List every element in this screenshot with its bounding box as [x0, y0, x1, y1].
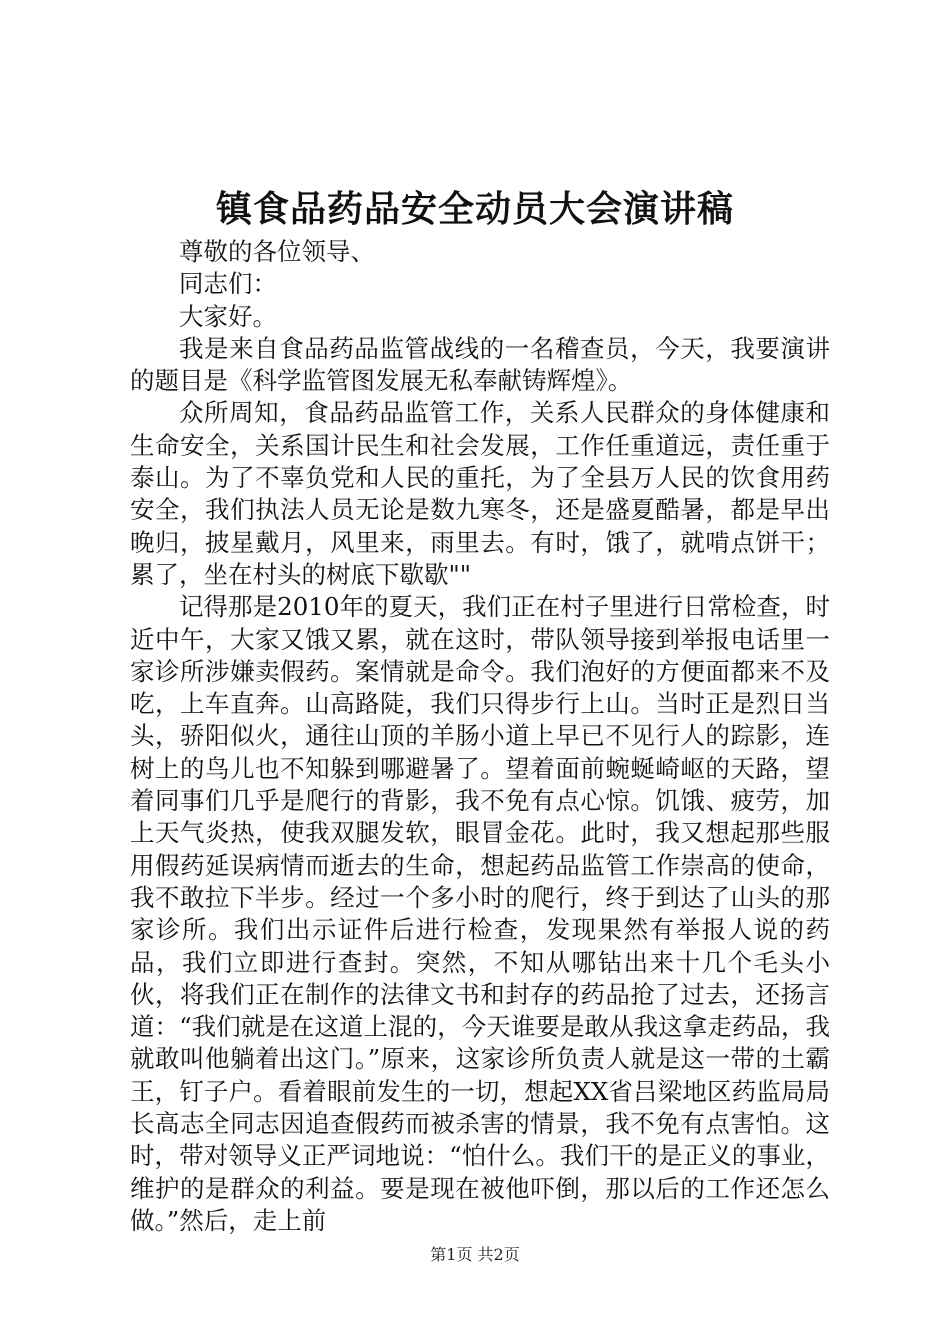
- body-paragraph: 记得那是2010年的夏天，我们正在村子里进行日常检查，时近中午，大家又饿又累，就在这时，带队领导接到举报电话里一家诊所涉嫌卖假药。案情就是命令。我们泡好的方便面都来不及吃，上车直奔。山高路陡，我们只得步行上山。当时正是烈日当头，骄阳似火，通往山顶的羊肠小道上早已不见行人的踪影，连树上的鸟儿也不知躲到哪避暑了。望着面前蜿蜒崎岖的天路，望着同事们几乎是爬行的背影，我不免有点心惊。饥饿、疲劳，加上天气炎热，使我双腿发软，眼冒金花。此时，我又想起那些服用假药延误病情而逝去的生命，想起药品监管工作崇高的使命，我不敢拉下半步。经过一个多小时的爬行，终于到达了山头的那家诊所。我们出示证件后进行检查，发现果然有举报人说的药品，我们立即进行查封。突然，不知从哪钻出来十几个毛头小伙，将我们正在制作的法律文书和封存的药品抢了过去，还扬言道：“我们就是在这道上混的，今天谁要是敢从我这拿走药品，我就敢叫他躺着出这门。”原来，这家诊所负责人就是这一带的土霸王，钉子户。看着眼前发生的一切，想起XX省吕梁地区药监局局长高志全同志因追查假药而被杀害的情景，我不免有点害怕。这时，带对领导义正严词地说：“怕什么。我们干的是正义的事业，维护的是群众的利益。要是现在被他吓倒，那以后的工作还怎么做。”然后，走上前: [130, 592, 830, 1235]
- greeting: 大家好。: [179, 301, 277, 331]
- document-body: [130, 236, 830, 1237]
- body-paragraph: 我是来自食品药品监管战线的一名稽查员，今天，我要演讲的题目是《科学监管图发展无私奉献铸辉煌》。: [130, 333, 830, 396]
- body-paragraph: 众所周知，食品药品监管工作，关系人民群众的身体健康和生命安全，关系国计民生和社会发展，工作任重道远，责任重于泰山。为了不辜负党和人民的重托，为了全县万人民的饮食用药安全，我们执法人员无论是数九寒冬，还是盛夏酷暑，都是早出晚归，披星戴月，风里来，雨里去。有时，饿了，就啃点饼干；累了，坐在村头的树底下歇歇"": [130, 398, 830, 589]
- page-number-footer: 第1页 共2页: [430, 1245, 520, 1264]
- salutation-comrades: 同志们：: [179, 269, 277, 299]
- document-title: 镇食品药品安全动员大会演讲稿: [215, 188, 734, 230]
- salutation-leaders: 尊敬的各位领导、: [179, 237, 375, 266]
